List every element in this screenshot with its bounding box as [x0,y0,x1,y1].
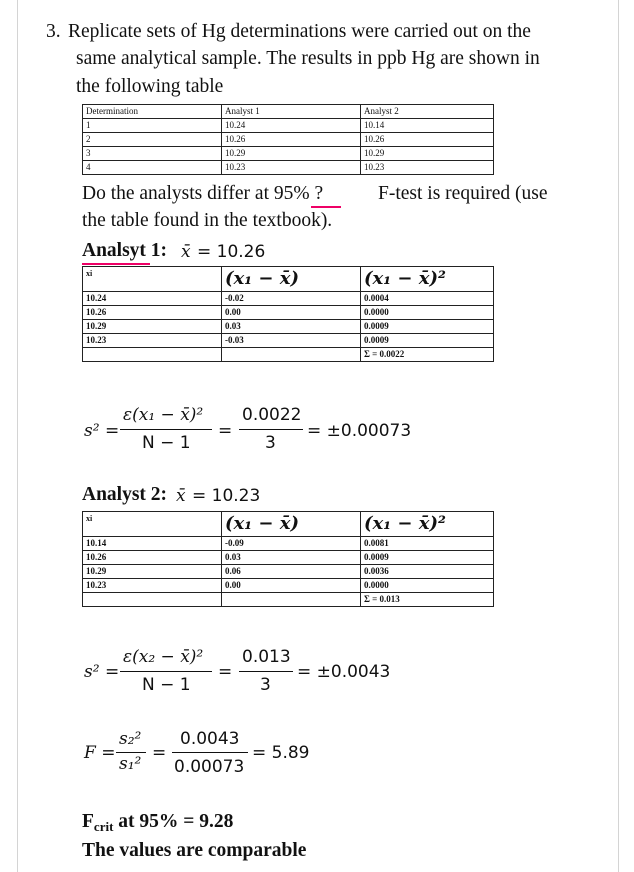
analyst1-variance-num-value: 0.0022 [242,405,302,425]
table-header-row [83,512,494,537]
equals-sign: = [218,421,233,441]
table-cell: 0.0004 [361,292,494,306]
analyst2-variance-lhs: s² = [84,662,120,682]
f-result: = 5.89 [252,743,310,763]
table-cell: -0.09 [222,537,361,551]
table-cell: 2 [83,133,222,147]
analyst1-mean-symbol: x̄ [181,242,191,262]
f-denominator-symbol: s₁² [119,754,142,774]
table-row [83,147,494,161]
f-critical-subscript: crit [93,819,114,834]
table-header-row [83,267,494,292]
analyst1-label: Analsyt 1: [82,240,168,261]
table-row [83,292,494,306]
table-cell: 10.29 [222,147,361,161]
table-cell: 10.29 [361,147,494,161]
equals-sign: = [152,743,167,763]
table-sum-row [83,348,494,362]
analyst2-variance-num-value: 0.013 [242,647,291,667]
spellcheck-underline [82,263,150,265]
table-header: Analyst 1 [222,105,361,119]
f-denominator-value: 0.00073 [174,757,245,777]
fraction-bar [120,671,212,672]
table-cell: 10.24 [222,119,361,133]
analyst2-label: Analyst 2: [82,484,168,505]
prompt-line-2: the table found in the textbook). [82,210,333,231]
analyst2-variance-result: = ±0.0043 [297,662,391,682]
analyst2-variance-denominator: N − 1 [142,675,191,695]
prompt-line-1a: Do the analysts differ at 95% ? [82,183,324,204]
table-cell: 10.14 [361,119,494,133]
table-row [83,119,494,133]
table-cell: 10.14 [83,537,222,551]
col-deviation-header: (x₁ − x̄) [222,267,361,292]
table-cell [83,348,222,362]
table-cell: 10.23 [83,334,222,348]
col-xi-header: xi [83,512,222,537]
table-cell: 10.29 [83,565,222,579]
table-row [83,551,494,565]
data-table [82,104,494,175]
table-cell: 10.26 [83,306,222,320]
table-cell: 0.06 [222,565,361,579]
question-number: 3. [46,21,61,42]
analyst2-mean-symbol: x̄ [176,486,186,506]
table-cell: 0.0081 [361,537,494,551]
table-row [83,537,494,551]
analyst2-variance-den-value: 3 [260,675,271,695]
f-numerator-symbol: s₂² [119,729,142,749]
table-cell: 0.0036 [361,565,494,579]
table-row [83,334,494,348]
table-cell: -0.03 [222,334,361,348]
fraction-bar [120,429,212,430]
table-cell: 10.26 [222,133,361,147]
analyst1-variance-lhs: s² = [84,421,120,441]
sum-cell: Σ = 0.0022 [361,348,494,362]
analyst2-table [82,511,494,607]
table-row [83,161,494,175]
table-row [83,579,494,593]
table-cell: 10.29 [83,320,222,334]
table-cell [83,593,222,607]
table-cell: 10.23 [83,579,222,593]
spellcheck-underline [311,206,341,208]
question-line-3: the following table [76,76,224,97]
table-cell: 0.00 [222,306,361,320]
table-cell: 0.0009 [361,334,494,348]
table-row [83,306,494,320]
table-cell: 10.26 [83,551,222,565]
analyst1-variance-denominator: N − 1 [142,433,191,453]
table-cell: 0.0009 [361,320,494,334]
analyst2-variance-numerator: ε(x₂ − x̄)² [123,647,204,667]
table-cell: 0.0000 [361,306,494,320]
f-critical-F: F [82,811,94,832]
table-cell: 10.23 [222,161,361,175]
table-cell: 10.23 [361,161,494,175]
table-cell: 0.0000 [361,579,494,593]
table-cell [222,593,361,607]
conclusion: The values are comparable [82,840,307,861]
analyst2-mean-value: = 10.23 [192,486,261,506]
table-cell: 3 [83,147,222,161]
table-cell: -0.02 [222,292,361,306]
table-cell: 4 [83,161,222,175]
table-cell: 0.03 [222,320,361,334]
table-row [83,565,494,579]
fraction-bar [116,752,146,753]
table-cell: 10.24 [83,292,222,306]
analyst1-variance-den-value: 3 [265,433,276,453]
f-numerator-value: 0.0043 [180,729,240,749]
analyst1-variance-numerator: ε(x₁ − x̄)² [123,405,204,425]
table-cell: 0.03 [222,551,361,565]
sum-cell: Σ = 0.013 [361,593,494,607]
table-cell: 10.26 [361,133,494,147]
col-xi-header: xi [83,267,222,292]
table-header: Determination [83,105,222,119]
analyst1-mean-value: = 10.26 [197,242,266,262]
f-critical-line [82,811,233,833]
prompt-line-1b: F-test is required (use [378,183,548,204]
table-cell: 1 [83,119,222,133]
fraction-bar [239,671,293,672]
f-lhs: F = [84,743,116,763]
table-header-row [83,105,494,119]
fraction-bar [172,752,248,753]
question-line-2: same analytical sample. The results in ppb Hg are shown in [76,48,540,69]
col-deviation-header: (x₁ − x̄) [222,512,361,537]
table-sum-row [83,593,494,607]
question-line-1: Replicate sets of Hg determinations were carried out on the [68,21,531,42]
col-squared-header: (x₁ − x̄)² [361,267,494,292]
table-row [83,133,494,147]
table-row [83,320,494,334]
table-cell: 0.00 [222,579,361,593]
f-critical-value: at 95% = 9.28 [113,811,234,832]
fraction-bar [239,429,303,430]
analyst1-variance-result: = ±0.00073 [307,421,412,441]
col-squared-header: (x₁ − x̄)² [361,512,494,537]
analyst1-table [82,266,494,362]
table-header: Analyst 2 [361,105,494,119]
equals-sign: = [218,662,233,682]
table-cell [222,348,361,362]
table-cell: 0.0009 [361,551,494,565]
